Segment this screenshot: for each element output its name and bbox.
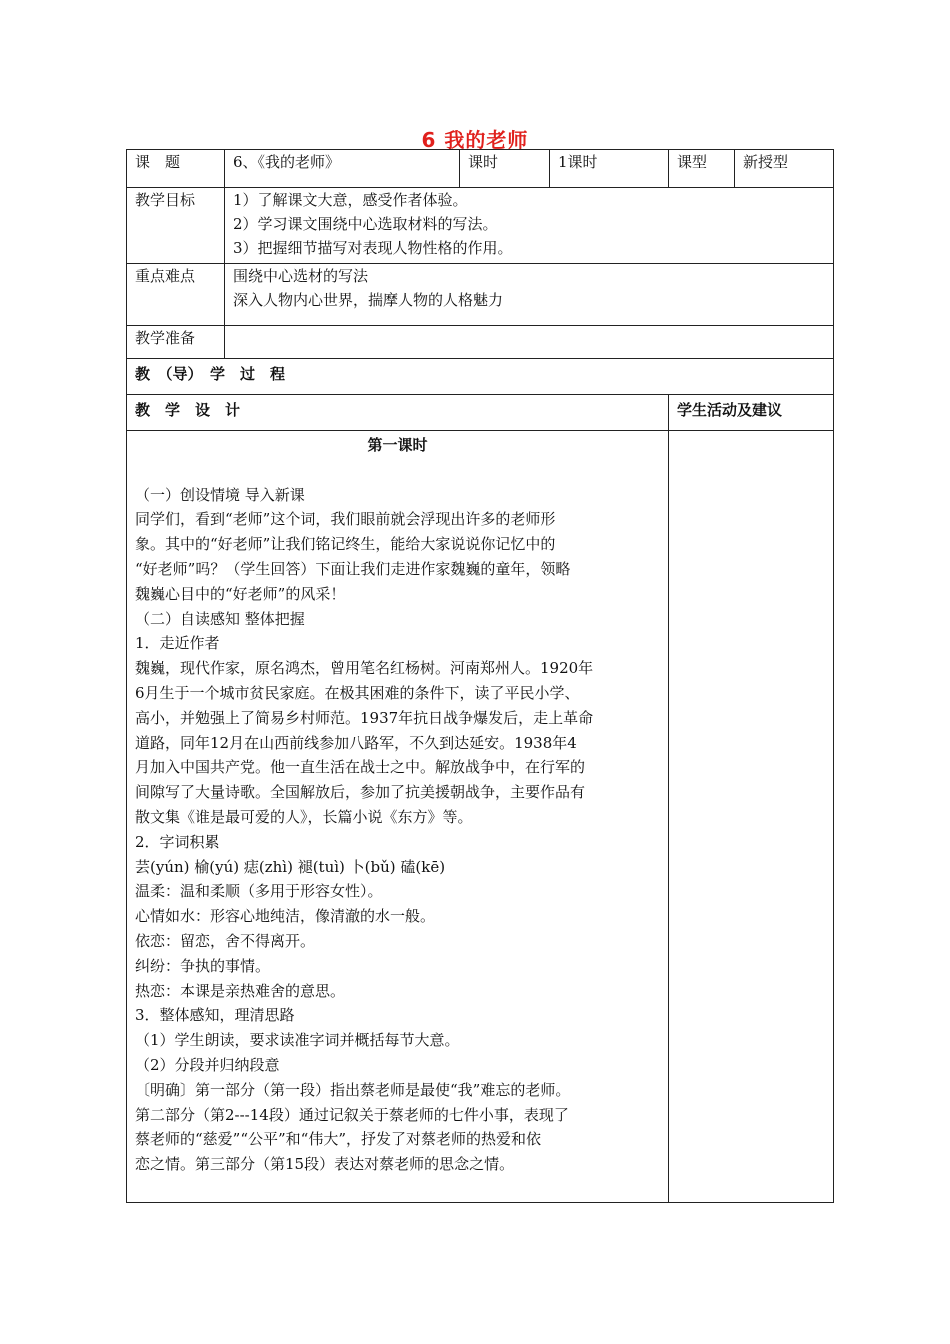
prep-row [127, 326, 834, 359]
design-content [127, 431, 669, 1203]
type-label: 课型 [669, 150, 735, 188]
type-value: 新授型 [735, 150, 834, 188]
process-header: 教 （导） 学 过 程 [127, 359, 834, 395]
content-line: 散文集《谁是最可爱的人》，长篇小说《东方》等。 [135, 807, 473, 826]
prep-label: 教学准备 [127, 326, 225, 359]
goals-label: 教学目标 [127, 188, 225, 264]
content-body [135, 458, 660, 1177]
keypoints-label: 重点难点 [127, 264, 225, 326]
keypoints-row [127, 264, 834, 326]
content-line: 3．整体感知，理清思路 [135, 1006, 295, 1025]
content-line: 依恋：留恋，舍不得离开。 [135, 931, 316, 950]
process-row [127, 359, 834, 395]
goal-item: 2）学习课文围绕中心选取材料的写法。 [233, 215, 498, 233]
activity-content [669, 431, 834, 1203]
content-line: 蔡老师的“慈爱”“公平”和“伟大”，抒发了对蔡老师的热爱和依 [135, 1130, 542, 1149]
content-line: （1）学生朗读，要求读准字词并概括每节大意。 [135, 1031, 460, 1050]
keypoint-item: 围绕中心选材的写法 [233, 267, 369, 285]
content-line: 魏巍心目中的“好老师”的风采！ [135, 584, 346, 603]
content-line: （二）自读感知 整体把握 [135, 609, 305, 628]
content-line: 〔明确〕第一部分（第一段）指出蔡老师是最使“我”难忘的老师。 [135, 1080, 571, 1099]
content-line [135, 458, 660, 483]
content-line: 道路，同年12月在山西前线参加八路军，不久到达延安。1938年4 [135, 733, 577, 752]
activity-header: 学生活动及建议 [669, 395, 834, 431]
topic-value: 6、《我的老师》 [225, 150, 460, 188]
content-line: 间隙写了大量诗歌。全国解放后，参加了抗美援朝战争，主要作品有 [135, 783, 586, 802]
keypoints-list [225, 264, 834, 326]
goal-item: 1）了解课文大意，感受作者体验。 [233, 191, 468, 209]
hours-label: 课时 [460, 150, 550, 188]
design-header: 教 学 设 计 [127, 395, 669, 431]
content-line: （一）创设情境 导入新课 [135, 485, 305, 504]
content-line: 第二部分（第2---14段）通过记叙关于蔡老师的七件小事，表现了 [135, 1105, 569, 1124]
hours-value: 1课时 [550, 150, 669, 188]
lesson-plan-table [126, 149, 834, 1203]
content-line: 温柔：温和柔顺（多用于形容女性）。 [135, 882, 383, 901]
content-line: 芸(yún) 榆(yú) 痣(zhì) 褪(tuì) 卜(bǔ) 磕(kē) [135, 857, 446, 876]
content-line: 魏巍，现代作家，原名鸿杰，曾用笔名红杨树。河南郑州人。1920年 [135, 659, 594, 678]
content-line: 心情如水：形容心地纯洁，像清澈的水一般。 [135, 907, 436, 926]
content-line: 同学们，看到“老师”这个词，我们眼前就会浮现出许多的老师形 [135, 510, 556, 529]
content-line: 象。其中的“好老师”让我们铭记终生，能给大家说说你记忆中的 [135, 535, 556, 554]
content-row [127, 431, 834, 1203]
content-line: 热恋：本课是亲热难舍的意思。 [135, 981, 346, 1000]
prep-value [225, 326, 834, 359]
topic-label: 课 题 [127, 150, 225, 188]
content-line: 6月生于一个城市贫民家庭。在极其困难的条件下，读了平民小学、 [135, 683, 580, 702]
content-line: 2．字词积累 [135, 832, 220, 851]
content-line: “好老师”吗？（学生回答）下面让我们走进作家魏巍的童年，领略 [135, 559, 571, 578]
content-line: 恋之情。第三部分（第15段）表达对蔡老师的思念之情。 [135, 1155, 515, 1174]
content-line: （2）分段并归纳段意 [135, 1055, 280, 1074]
content-line: 1．走近作者 [135, 634, 220, 653]
section-title: 第一课时 [367, 436, 428, 454]
design-header-row [127, 395, 834, 431]
goal-item: 3）把握细节描写对表现人物性格的作用。 [233, 239, 513, 257]
page-title: 6 我的老师 [421, 128, 529, 152]
content-line: 纠纷：争执的事情。 [135, 956, 271, 975]
goals-list [225, 188, 834, 264]
content-line: 高小，并勉强上了简易乡村师范。1937年抗日战争爆发后，走上革命 [135, 708, 594, 727]
content-line: 月加入中国共产党。他一直生活在战士之中。解放战争中，在行军的 [135, 758, 586, 777]
header-row [127, 150, 834, 188]
keypoint-item: 深入人物内心世界，揣摩人物的人格魅力 [233, 291, 504, 309]
goals-row [127, 188, 834, 264]
